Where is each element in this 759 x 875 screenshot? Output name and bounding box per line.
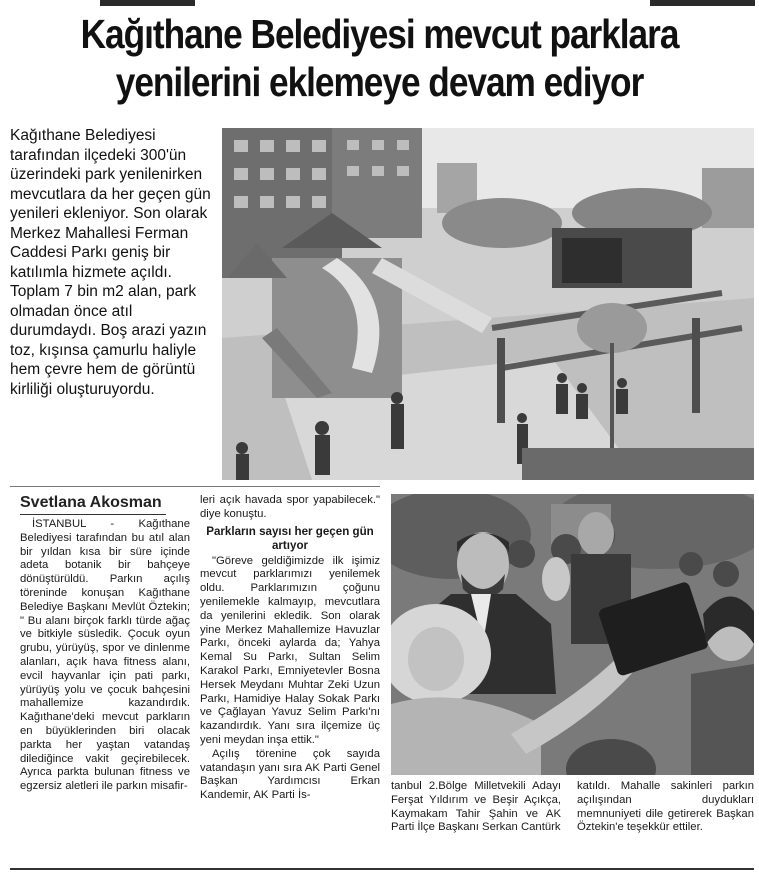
- byline: Svetlana Akosman: [20, 494, 162, 511]
- header-tab: [650, 0, 755, 6]
- body-text: leri açık havada spor yapabilecek." diye konuştu.: [200, 494, 380, 520]
- body-column-1: [20, 518, 190, 794]
- body-text: katıldı. Mahalle sakinleri parkın açılışından duydukları memnuniyeti dile getirerek Başkan Öztekin'e teşekkür ettiler.: [577, 780, 754, 834]
- headline-line-1: Kağıthane Belediyesi mevcut parklara: [80, 11, 679, 57]
- headline: [60, 10, 699, 106]
- lead-text: Kağıthane Belediyesi tarafından ilçedeki 300'ün üzerindeki park yenilenirken mevcutlara da her geçen gün yenileri ekleniyor. Son olarak Merkez Mahallesi Ferman Caddesi Parkı geniş bir katılımla hizmete açıldı. Toplam 7 bin m2 alan, park olmadan önce atıl durumdaydı. Boş arazi yazın toz, kışınsa çamurlu haliyle hem çevre hem de görüntü kirliliği oluşturuyordu.: [10, 127, 211, 398]
- body-column-3: [391, 780, 561, 835]
- headline-line-2: yenilerini eklemeye devam ediyor: [115, 59, 644, 105]
- park-opening-photo: [222, 128, 754, 480]
- body-text: tanbul 2.Bölge Milletvekili Adayı Ferşat Yıldırım ve Beşir Açıkça, Kaymakam Tahir Şahin ve AK Parti İlçe Başkanı Serkan Cantürk: [391, 780, 561, 834]
- body-column-4: [577, 780, 754, 835]
- body-column-2: [200, 494, 380, 803]
- bottom-rule: [10, 868, 754, 870]
- header-tab: [100, 0, 195, 6]
- byline-underline: [20, 514, 166, 515]
- selfie-crowd-photo: [391, 494, 754, 775]
- lead-paragraph: [10, 126, 215, 399]
- subheading: Parkların sayısı her geçen gün artıyor: [206, 524, 374, 552]
- top-strip: [0, 0, 759, 7]
- body-text: Açılış törenine çok sayıda vatandaşın yanı sıra AK Parti Genel Başkan Yardımcısı Erkan Kandemir, AK Parti İs-: [200, 747, 380, 802]
- body-text: İSTANBUL - Kağıthane Belediyesi tarafından bu atıl alan bir yıldan kısa bir süre içinde adeta botanik bir bahçeye dönüştürüldü. Parkın açılış töreninde konuşan Kağıthane Belediye Başkanı Mevlüt Öztekin; " Bu alanı birçok farklı türde ağaç ve bitkiyle süsledik. Çocuk oyun grubu, yürüyüş, spor ve dinlenme alanları, açık hava fitness alanı, evcil hayvanlar için pati parkı, yürüyüş yolu ve çocuk bahçesini mahallemize kazandırdık. Kağıthane'deki mevcut parkların en büyüklerinden biri olacak parkta her yaştan vatandaş dilediğince vakit geçirebilecek. Ayrıca parkta bulunan fitness ve egzersiz aletleri ile parkın misafir-: [20, 518, 190, 793]
- section-rule: [10, 486, 380, 487]
- body-text: "Göreve geldiğimizde ilk işimiz mevcut parklarımızı yenilemek oldu. Parklarımızın çoğunu yenilemekle kalmayıp, mevcutlara da yenilerini ekledik. Son olarak yine Merkez Mahallemize Havuzlar Parkı, önceki aylarda da; Yahya Kemal Su Parkı, Sultan Selim Karakol Parkı, Emniyetevler Bosna Hersek Meydanı Muhtar Zeki Uzun Parkı, Hamidiye Halay Sokak Parkı ve Çağlayan Yavuz Selim Parkı'nı kazandırdık. Yanı sıra ilçemize üç yeni meydan inşa ettik.": [200, 554, 380, 746]
